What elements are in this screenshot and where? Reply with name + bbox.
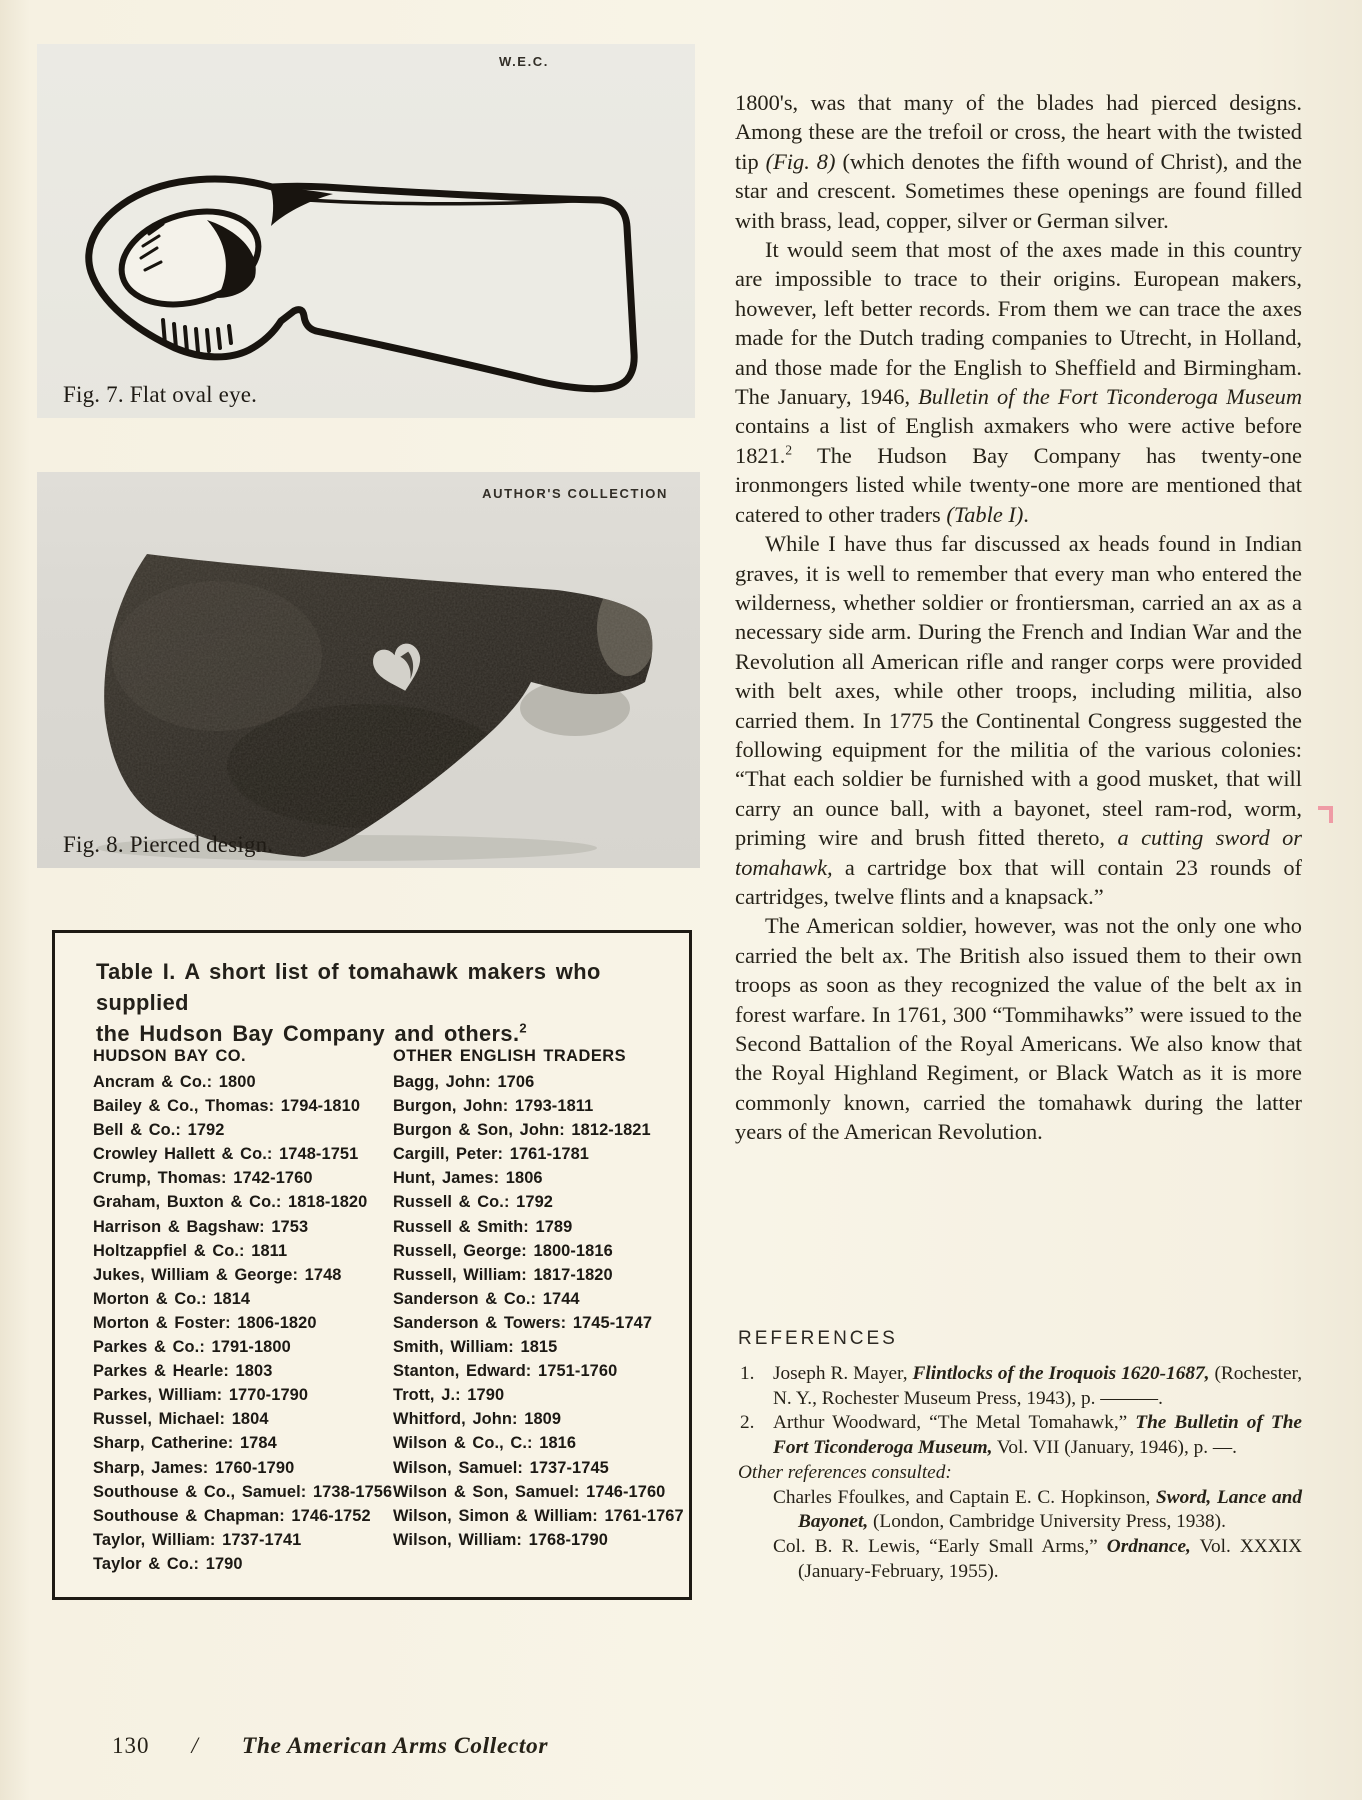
table-entry: Bell & Co.: 1792 <box>93 1121 225 1140</box>
table-entry: Parkes, William: 1770-1790 <box>93 1386 309 1405</box>
table-entry: Hunt, James: 1806 <box>393 1169 543 1188</box>
table-entry: Russel, Michael: 1804 <box>93 1410 269 1429</box>
reference-item <box>738 1461 1302 1486</box>
table-entry: Russell, George: 1800-1816 <box>393 1241 613 1260</box>
table-entry: Wilson, Simon & William: 1761-1767 <box>393 1506 684 1525</box>
axe-photo <box>47 516 692 861</box>
table-entry: Morton & Co.: 1814 <box>93 1289 251 1308</box>
table-entry: Crowley Hallett & Co.: 1748-1751 <box>93 1145 359 1164</box>
table-entry: Taylor, William: 1737-1741 <box>93 1530 302 1549</box>
reference-item <box>738 1411 1302 1460</box>
table-entry: Wilson, Samuel: 1737-1745 <box>393 1458 609 1477</box>
table-entry: Russell, William: 1817-1820 <box>393 1265 613 1284</box>
table-entry: Burgon & Son, John: 1812-1821 <box>393 1121 651 1140</box>
figure-7-credit: W.E.C. <box>498 54 549 69</box>
paragraph: While I have thus far discussed ax heads found in Indian graves, it is well to remember that every man who entered the wilderness, whether soldier or frontiersman, carried an ax as a necessary side arm. During the French and Indian War and the Revolution all American rifle and ranger corps were provided with belt axes, while other troops, including militia, also carried them. In 1775 the Continental Congress suggested the following equipment for the militia of the various colonies: “That each soldier be furnished with a good musket, that will carry an ounce ball, with a bayonet, steel ram-rod, worm, priming wire and brush fitted thereto, a cutting sword or tomahawk, a cartridge box that will contain 23 rounds of cartridges, twelve flints and a knapsack.” <box>735 531 1302 909</box>
reference-number: 2. <box>740 1412 755 1434</box>
figure-7-caption: Fig. 7. Flat oval eye. <box>63 382 258 407</box>
table-column-hudson-bay <box>93 1045 391 1576</box>
paragraph: It would seem that most of the axes made in this country are impossible to trace to their origins. European makers, however, left better records. From them we can trace the axes made for the Dutch trading companies to Utrecht, in Holland, and those made for the English to Sheffield and Birmingham. The January, 1946, Bulletin of the Fort Ticonderoga Museum contains a list of English axmakers who were active before 1821.$^2$ The Hudson Bay Company has twenty-one ironmongers listed while twenty-one more are mentioned that catered to other traders (Table I). <box>735 237 1302 527</box>
table-entry: Harrison & Bagshaw: 1753 <box>93 1217 309 1236</box>
table-entry: Graham, Buxton & Co.: 1818-1820 <box>93 1193 368 1212</box>
table-title-line1: Table I. A short list of tomahawk makers who supplied <box>96 959 601 1015</box>
table-entry: Whitford, John: 1809 <box>393 1410 562 1429</box>
table-column-other-traders <box>393 1045 691 1552</box>
table-entry: Morton & Foster: 1806-1820 <box>93 1313 317 1332</box>
reference-text: Joseph R. Mayer, Flintlocks of the Iroquois 1620-1687, (Rochester, N. Y., Rochester Museum Press, 1943), p. ———. <box>773 1363 1303 1409</box>
reference-item <box>738 1486 1302 1535</box>
table-entry: Ancram & Co.: 1800 <box>93 1073 256 1091</box>
table-column-header: HUDSON BAY CO. <box>93 1047 247 1065</box>
table-entry: Wilson, William: 1768-1790 <box>393 1530 608 1549</box>
reference-text: Col. B. R. Lewis, “Early Small Arms,” Ordnance, Vol. XXXIX (January-February, 1955). <box>773 1535 1302 1582</box>
table-title-footnote: 2 <box>519 1020 528 1036</box>
table-entry: Sanderson & Co.: 1744 <box>393 1289 580 1308</box>
table-entry: Russell & Co.: 1792 <box>393 1193 554 1212</box>
table-entry: Sharp, Catherine: 1784 <box>93 1434 277 1453</box>
table-entries <box>393 1070 691 1552</box>
reference-item <box>738 1535 1302 1584</box>
reference-text: Charles Ffoulkes, and Captain E. C. Hopkinson, Sword, Lance and Bayonet, (London, Cambridge University Press, 1938). <box>773 1486 1303 1533</box>
axe-line-drawing <box>57 92 677 402</box>
table-entry: Bagg, John: 1706 <box>393 1073 535 1091</box>
page-footer <box>112 1733 548 1760</box>
table-entry: Parkes & Hearle: 1803 <box>93 1362 273 1381</box>
table-column-header: OTHER ENGLISH TRADERS <box>393 1047 627 1065</box>
table-entry: Wilson & Co., C.: 1816 <box>393 1434 577 1453</box>
reference-text: Other references consulted: <box>738 1461 952 1483</box>
references-section <box>738 1328 1302 1584</box>
table-entry: Smith, William: 1815 <box>393 1338 558 1357</box>
table-title <box>96 956 666 1049</box>
table-entry: Cargill, Peter: 1761-1781 <box>393 1145 590 1164</box>
table-entry: Russell & Smith: 1789 <box>393 1217 573 1236</box>
table-title-line2: the Hudson Bay Company and others. <box>96 1021 520 1046</box>
reference-item <box>738 1362 1302 1411</box>
references-heading: REFERENCES <box>738 1328 898 1349</box>
paragraph: The American soldier, however, was not the only one who carried the belt ax. The British also issued them to their own troops as soon as they recognized the value of the belt ax in forest warfare. In 1761, 300 “Tommihawks” were issued to the Second Battalion of the Royal Americans. We also know that the Royal Highland Regiment, or Black Watch as it is more commonly known, carried the tomahawk during the latter years of the American Revolution. <box>735 913 1302 1145</box>
table-entry: Southouse & Co., Samuel: 1738-1756 <box>93 1482 393 1501</box>
table-entry: Sharp, James: 1760-1790 <box>93 1458 295 1477</box>
journal-title: The American Arms Collector <box>241 1733 549 1759</box>
red-print-artifact <box>1318 806 1333 823</box>
paragraph: 1800's, was that many of the blades had pierced designs. Among these are the trefoil or cross, the heart with the twisted tip (Fig. 8) (which denotes the fifth wound of Christ), and the star and crescent. Sometimes these openings are found filled with brass, lead, copper, silver or German silver. <box>735 90 1302 233</box>
reference-text: Arthur Woodward, “The Metal Tomahawk,” The Bulletin of The Fort Ticonderoga Museum, Vol. VII (January, 1946), p. —. <box>773 1412 1302 1459</box>
page-number: 130 <box>112 1733 150 1758</box>
table-entry: Jukes, William & George: 1748 <box>93 1265 342 1284</box>
figure-8-panel <box>37 472 700 868</box>
table-1-box <box>52 930 692 1600</box>
table-entry: Stanton, Edward: 1751-1760 <box>393 1362 618 1381</box>
table-entry: Holtzappfiel & Co.: 1811 <box>93 1241 288 1260</box>
figure-7-panel <box>37 44 695 418</box>
table-entry: Wilson & Son, Samuel: 1746-1760 <box>393 1482 666 1501</box>
table-entry: Sanderson & Towers: 1745-1747 <box>393 1313 653 1332</box>
figure-8-caption: Fig. 8. Pierced design. <box>63 832 274 857</box>
table-entry: Crump, Thomas: 1742-1760 <box>93 1169 313 1188</box>
table-entry: Trott, J.: 1790 <box>393 1386 505 1405</box>
figure-8-credit: AUTHOR'S COLLECTION <box>482 486 668 501</box>
table-entry: Bailey & Co., Thomas: 1794-1810 <box>93 1097 361 1116</box>
table-entries <box>93 1070 391 1576</box>
table-entry: Southouse & Chapman: 1746-1752 <box>93 1506 371 1525</box>
table-entry: Burgon, John: 1793-1811 <box>393 1097 594 1116</box>
article-column <box>735 88 1302 1147</box>
table-entry: Taylor & Co.: 1790 <box>93 1554 243 1573</box>
reference-number: 1. <box>740 1363 755 1384</box>
footer-separator: / <box>191 1733 198 1758</box>
table-entry: Parkes & Co.: 1791-1800 <box>93 1338 291 1357</box>
